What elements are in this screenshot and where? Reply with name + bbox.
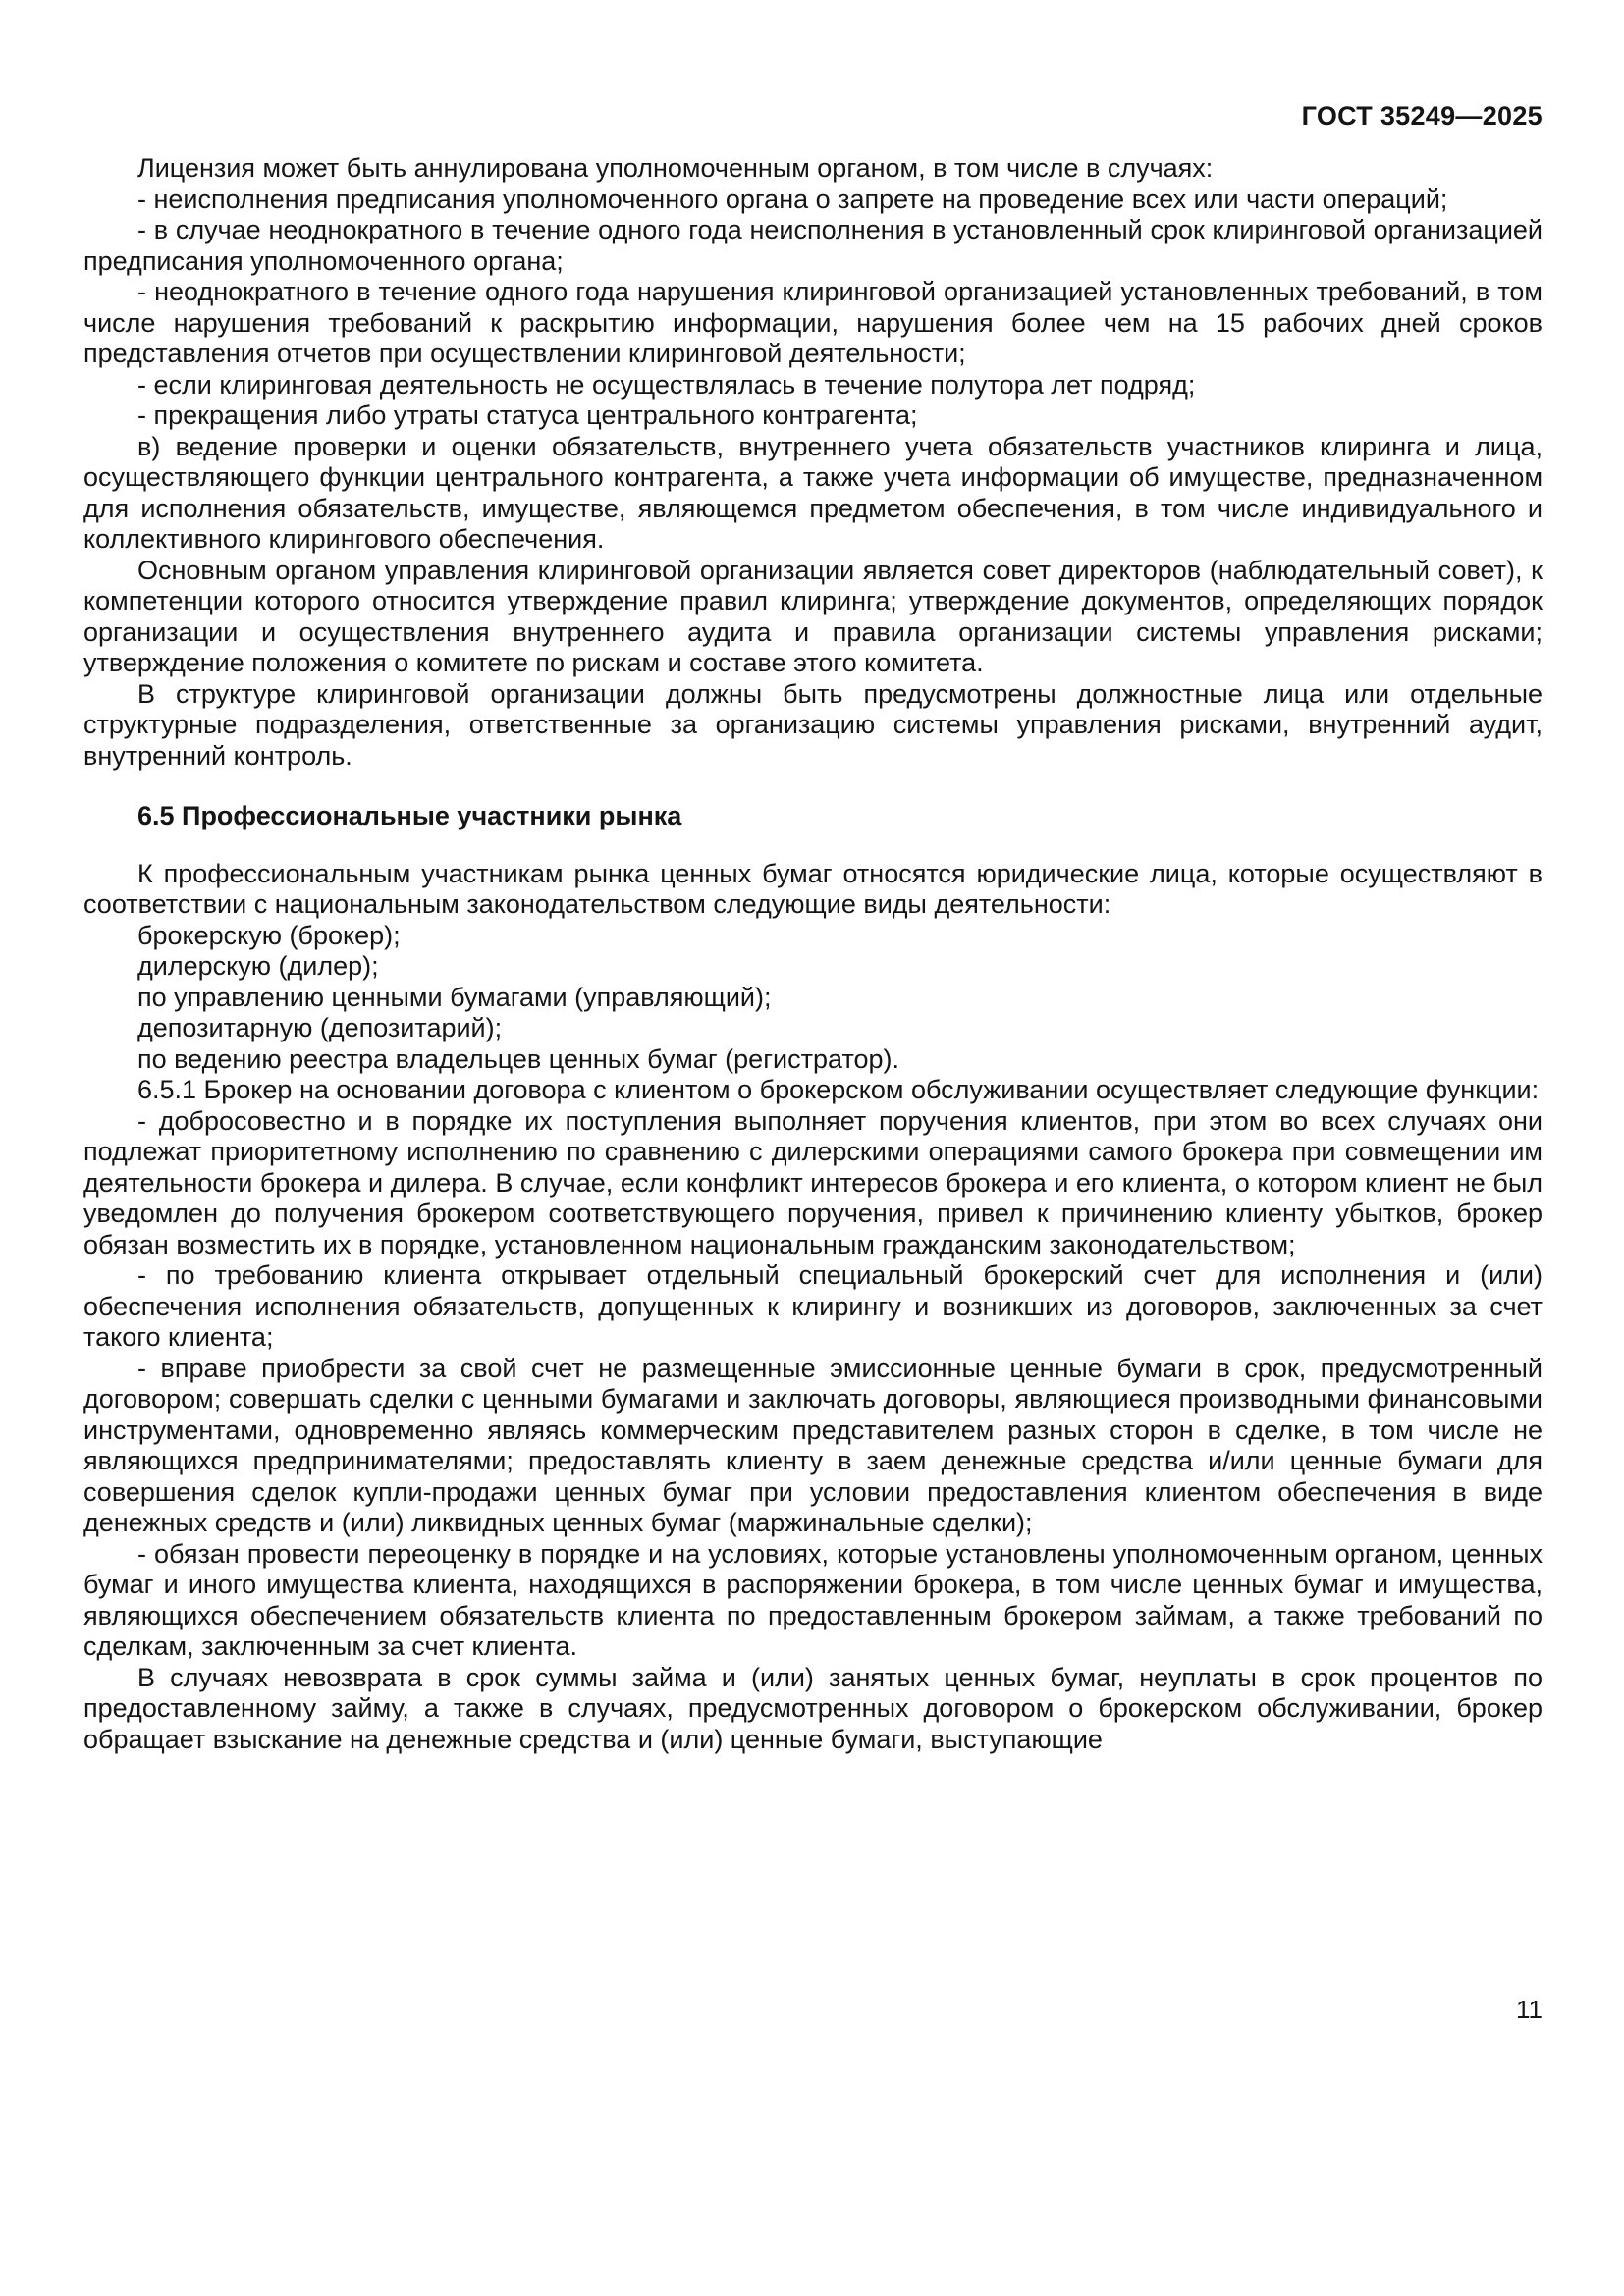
section-heading-6-5: 6.5 Профессиональные участники рынка	[137, 801, 682, 830]
paragraph: К профессиональным участникам рынка ценных бумаг относятся юридические лица, которые осуществляют в соответствии с национальным законодательством следующие виды деятельности:	[83, 858, 1543, 919]
list-item-lettered: в) ведение проверки и оценки обязательств, внутреннего учета обязательств участников клиринга и лица, осуществляющего функции центрального контрагента, а также учета информации об имуществе, предназначенном для исполнения обязательств, имуществе, являющемся предметом обеспечения, в том числе индивидуального и коллективного клирингового обеспечения.	[83, 431, 1543, 554]
list-item: депозитарную (депозитарий);	[137, 1013, 503, 1042]
clause-6-5-1: 6.5.1 Брокер на основании договора с клиентом о брокерском обслуживании осуществляет следующие функции:	[137, 1075, 1540, 1104]
list-item: по ведению реестра владельцев ценных бумаг (регистратор).	[137, 1043, 900, 1074]
page-header	[83, 101, 1543, 132]
list-item-dash: - вправе приобрести за свой счет не размещенные эмиссионные ценные бумаги в срок, предусмотренный договором; совершать сделки с ценными бумагами и заключать договоры, являющиеся производными финансовыми инструментами, одновременно являясь коммерческим представителем разных сторон в сделке, в том числе не являющихся предпринимателями; предоставлять клиенту в заем денежные средства и/или ценные бумаги для совершения сделок купли-продажи ценных бумаг при условии предоставления клиентом обеспечения в виде денежных средств и (или) ликвидных ценных бумаг (маржинальные сделки);	[83, 1353, 1543, 1537]
list-item: дилерскую (дилер);	[137, 951, 379, 981]
page-number: 11	[1516, 1995, 1543, 2024]
list-item-dash: - неисполнения предписания уполномоченного органа о запрете на проведение всех или части операций;	[137, 184, 1448, 214]
document-content	[83, 153, 1543, 1755]
list-item-dash: - обязан провести переоценку в порядке и на условиях, которые установлены уполномоченным органом, ценных бумаг и иного имущества клиента, находящихся в распоряжении брокера, в том числе ценных бумаг и имущества, являющихся обеспечением обязательств клиента по предоставленным брокером займам, а также требований по сделкам, заключенным за счет клиента.	[83, 1538, 1543, 1661]
list-item-dash: - прекращения либо утраты статуса центрального контрагента;	[137, 400, 918, 430]
document-code: ГОСТ 35249—2025	[1301, 101, 1543, 131]
page-footer	[83, 1995, 1543, 2025]
paragraph: В случаях невозврата в срок суммы займа и (или) занятых ценных бумаг, неуплаты в срок процентов по предоставленному займу, а также в случаях, предусмотренных договором о брокерском обслуживании, брокер обращает взыскание на денежные средства и (или) ценные бумаги, выступающие	[83, 1662, 1543, 1754]
list-item: по управлению ценными бумагами (управляющий);	[137, 982, 772, 1012]
list-item-dash: - по требованию клиента открывает отдельный специальный брокерский счет для исполнения и (или) обеспечения исполнения обязательств, допущенных к клирингу и возникших из договоров, заключенных за счет такого клиента;	[83, 1260, 1543, 1352]
list-item: брокерскую (брокер);	[137, 920, 401, 950]
paragraph: Основным органом управления клиринговой организации является совет директоров (наблюдательный совет), к компетенции которого относится утверждение правил клиринга; утверждение документов, определяющих порядок организации и осуществления внутреннего аудита и правила организации системы управления рисками; утверждение положения о комитете по рискам и составе этого комитета.	[83, 555, 1543, 677]
paragraph: Лицензия может быть аннулирована уполномоченным органом, в том числе в случаях:	[137, 153, 1214, 183]
list-item-dash: - добросовестно и в порядке их поступления выполняет поручения клиентов, при этом во всех случаях они подлежат приоритетному исполнению по сравнению с дилерскими операциями самого брокера при совмещении им деятельности брокера и дилера. В случае, если конфликт интересов брокера и его клиента, о котором клиент не был уведомлен до получения брокером соответствующего поручения, привел к причинению клиенту убытков, брокер обязан возместить их в порядке, установленном национальным гражданским законодательством;	[83, 1105, 1543, 1259]
list-item-dash: - если клиринговая деятельность не осуществлялась в течение полутора лет подряд;	[137, 369, 1196, 400]
paragraph: В структуре клиринговой организации должны быть предусмотрены должностные лица или отдельные структурные подразделения, ответственные за организацию системы управления рисками, внутренний аудит, внутренний контроль.	[83, 678, 1543, 771]
list-item-dash: - в случае неоднократного в течение одного года неисполнения в установленный срок клиринговой организацией предписания уполномоченного органа;	[83, 215, 1543, 276]
list-item-dash: - неоднократного в течение одного года нарушения клиринговой организацией установленных требований, в том числе нарушения требований к раскрытию информации, нарушения более чем на 15 рабочих дней сроков представления отчетов при осуществлении клиринговой деятельности;	[83, 277, 1543, 368]
